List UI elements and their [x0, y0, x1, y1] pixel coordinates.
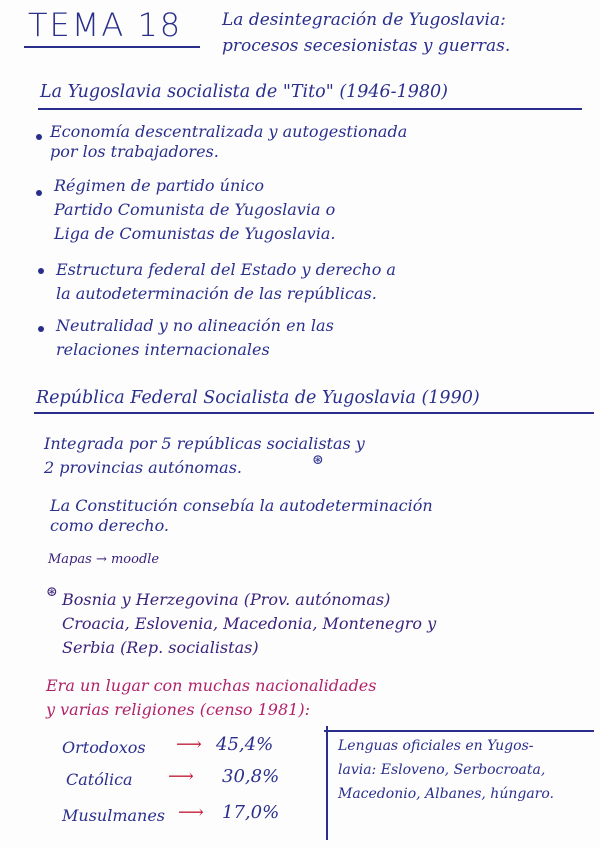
bullet1-line1: Economía descentralizada y autogestionada	[50, 122, 408, 141]
bullet-dot	[38, 326, 44, 332]
bullet-dot	[38, 268, 44, 274]
section1-heading: La Yugoslavia socialista de "Tito" (1946-1980)	[40, 82, 448, 102]
section2-heading: República Federal Socialista de Yugoslavia (1990)	[36, 388, 480, 408]
tema-underline	[24, 46, 200, 48]
p1-line1: Integrada por 5 repúblicas socialistas y	[44, 434, 365, 453]
p3-line2: y varias religiones (censo 1981):	[46, 700, 310, 719]
languages-line2: lavia: Esloveno, Serbocroata,	[338, 762, 546, 778]
note-line3: Serbia (Rep. socialistas)	[62, 638, 259, 657]
bullet3-line1: Estructura federal del Estado y derecho a	[56, 260, 396, 279]
religion-value: 17,0%	[222, 802, 280, 823]
languages-line1: Lenguas oficiales en Yugos-	[338, 738, 534, 754]
arrow-right-icon: ⟶	[176, 734, 202, 755]
box-left-border	[326, 726, 328, 840]
section1-underline	[38, 108, 582, 110]
bullet-dot	[36, 134, 42, 140]
religion-name: Católica	[66, 770, 133, 789]
p3-line1: Era un lugar con muchas nacionalidades	[46, 676, 377, 695]
p1-line2: 2 provincias autónomas.	[44, 458, 243, 477]
arrow-right-icon: ⟶	[168, 766, 194, 787]
box-top-border	[324, 730, 594, 732]
bullet2-line3: Liga de Comunistas de Yugoslavia.	[54, 224, 336, 243]
bullet4-line1: Neutralidad y no alineación en las	[56, 316, 334, 335]
p2-line2: como derecho.	[50, 516, 170, 535]
p2-line1: La Constitución consebía la autodeterminación	[50, 496, 433, 515]
religion-value: 30,8%	[222, 766, 280, 787]
note-line2: Croacia, Eslovenia, Macedonia, Montenegro y	[62, 614, 437, 633]
bullet2-line2: Partido Comunista de Yugoslavia o	[54, 200, 336, 219]
religion-name: Musulmanes	[62, 806, 166, 825]
religion-value: 45,4%	[216, 734, 274, 755]
languages-line3: Macedonio, Albanes, húngaro.	[338, 786, 554, 802]
title-line-1: La desintegración de Yugoslavia:	[222, 10, 506, 30]
bullet-dot	[36, 190, 42, 196]
note-line1: Bosnia y Herzegovina (Prov. autónomas)	[62, 590, 391, 609]
title-line-2: procesos secesionistas y guerras.	[222, 36, 511, 56]
arrow-right-icon: ⟶	[178, 802, 204, 823]
asterisk-icon: ⊛	[312, 452, 324, 468]
section2-underline	[34, 412, 594, 414]
asterisk-icon: ⊛	[46, 584, 58, 600]
bullet4-line2: relaciones internacionales	[56, 340, 270, 359]
bullet3-line2: la autodeterminación de las repúblicas.	[56, 284, 377, 303]
religion-name: Ortodoxos	[62, 738, 146, 757]
bullet1-line2: por los trabajadores.	[50, 142, 219, 161]
mapas-note: Mapas → moodle	[48, 552, 160, 567]
bullet2-line1: Régimen de partido único	[54, 176, 264, 195]
tema-number: TEMA 18	[28, 6, 183, 44]
